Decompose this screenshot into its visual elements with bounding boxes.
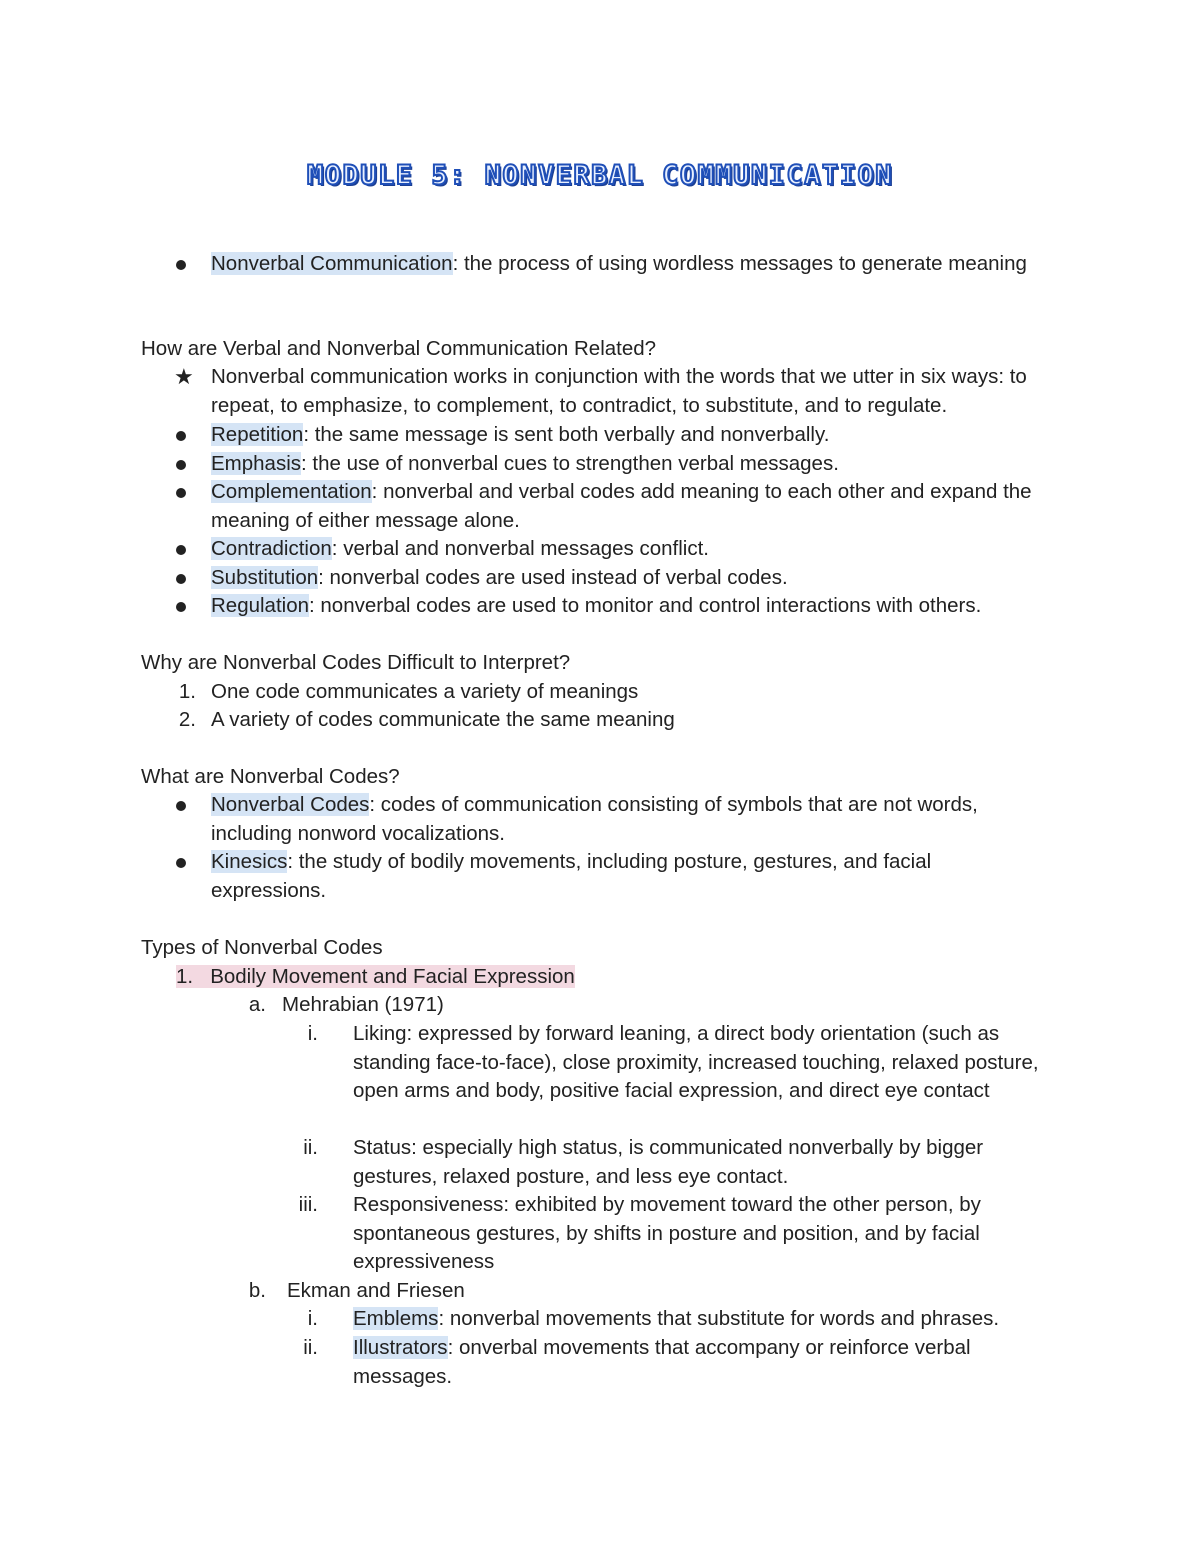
definition-text: : codes of communication consisting of symbols that are not words, including nonword vocalizations.: [211, 793, 978, 845]
definition-text: : the same message is sent both verbally and nonverbally.: [303, 423, 830, 446]
intro-definition: [211, 250, 1050, 279]
bullet-icon: [176, 602, 186, 612]
term-highlight: Contradiction: [211, 537, 332, 560]
term-highlight: Nonverbal Communication: [211, 252, 453, 275]
list-number: 1.: [178, 680, 196, 703]
list-letter: a.: [248, 993, 266, 1016]
numbered-item-highlight: [176, 963, 575, 992]
term-highlight: Emphasis: [211, 452, 302, 475]
list-item: [211, 450, 1050, 479]
section-heading: Types of Nonverbal Codes: [141, 936, 383, 959]
star-icon: ★: [174, 364, 194, 389]
term-highlight: Repetition: [211, 423, 304, 446]
term-highlight: Regulation: [211, 594, 310, 617]
section-heading: How are Verbal and Nonverbal Communication Related?: [141, 337, 657, 360]
definition-text: : nonverbal and verbal codes add meaning to each other and expand the meaning of either message alone.: [211, 480, 1032, 532]
sub-sub-item: [353, 1334, 1020, 1391]
definition-text: : nonverbal codes are used instead of verbal codes.: [318, 566, 788, 589]
list-letter: b.: [248, 1279, 266, 1302]
list-roman: ii.: [303, 1336, 318, 1359]
bullet-icon: [176, 488, 186, 498]
sub-sub-item: Responsiveness: exhibited by movement toward the other person, by spontaneous gestures, by shifts in posture and position, and by facial expressiveness: [353, 1193, 981, 1274]
list-roman: ii.: [303, 1136, 318, 1159]
list-item: A variety of codes communicate the same meaning: [211, 708, 675, 731]
section-heading: Why are Nonverbal Codes Difficult to Interpret?: [141, 651, 571, 674]
term-highlight: Nonverbal Codes: [211, 793, 370, 816]
list-item: [211, 592, 1050, 621]
sub-sub-item: [353, 1305, 1050, 1334]
sub-sub-item: Liking: expressed by forward leaning, a direct body orientation (such as standing face-to-face), close proximity, increased touching, relaxed posture, open arms and body, positive facial expression, and direct eye contact: [353, 1022, 1039, 1103]
definition-text: : the use of nonverbal cues to strengthen verbal messages.: [301, 452, 839, 475]
bullet-icon: [176, 460, 186, 470]
definition-text: : nonverbal movements that substitute for words and phrases.: [438, 1307, 1000, 1330]
list-number: 2.: [178, 708, 196, 731]
bullet-icon: [176, 801, 186, 811]
definition-text: : onverbal movements that accompany or reinforce verbal messages.: [353, 1336, 971, 1388]
list-roman: iii.: [298, 1193, 318, 1216]
term-highlight: Emblems: [353, 1307, 439, 1330]
bullet-icon: [176, 574, 186, 584]
list-number: 1.: [176, 965, 210, 988]
list-item: [211, 791, 1050, 848]
list-item: [211, 564, 1050, 593]
list-roman: i.: [307, 1307, 318, 1330]
bullet-icon: [176, 260, 186, 270]
term-highlight: Kinesics: [211, 850, 288, 873]
term-highlight: Substitution: [211, 566, 319, 589]
list-roman: i.: [307, 1022, 318, 1045]
definition-text: : the study of bodily movements, including posture, gestures, and facial expressions.: [211, 850, 932, 902]
list-item-text: Bodily Movement and Facial Expression: [210, 965, 575, 988]
sub-item: Ekman and Friesen: [287, 1279, 465, 1302]
list-item: One code communicates a variety of meanings: [211, 680, 639, 703]
term-highlight: Illustrators: [353, 1336, 448, 1359]
list-item: [211, 421, 1050, 450]
section-heading: What are Nonverbal Codes?: [141, 765, 400, 788]
bullet-icon: [176, 431, 186, 441]
definition-text: : verbal and nonverbal messages conflict.: [331, 537, 709, 560]
bullet-icon: [176, 545, 186, 555]
list-item: [211, 535, 1050, 564]
list-item: [211, 478, 1050, 535]
sub-item: Mehrabian (1971): [282, 993, 444, 1016]
definition-text: : the process of using wordless messages to generate meaning: [452, 252, 1027, 275]
bullet-icon: [176, 858, 186, 868]
definition-text: : nonverbal codes are used to monitor and control interactions with others.: [309, 594, 982, 617]
term-highlight: Complementation: [211, 480, 372, 503]
list-item: [211, 848, 1050, 905]
star-item: Nonverbal communication works in conjunction with the words that we utter in six ways: to repeat, to emphasize, to complement, to contradict, to substitute, and to regulate.: [211, 365, 1027, 417]
page-title: MODULE 5: NONVERBAL COMMUNICATION: [307, 160, 893, 191]
sub-sub-item: Status: especially high status, is communicated nonverbally by bigger gestures, relaxed posture, and less eye contact.: [353, 1136, 984, 1188]
